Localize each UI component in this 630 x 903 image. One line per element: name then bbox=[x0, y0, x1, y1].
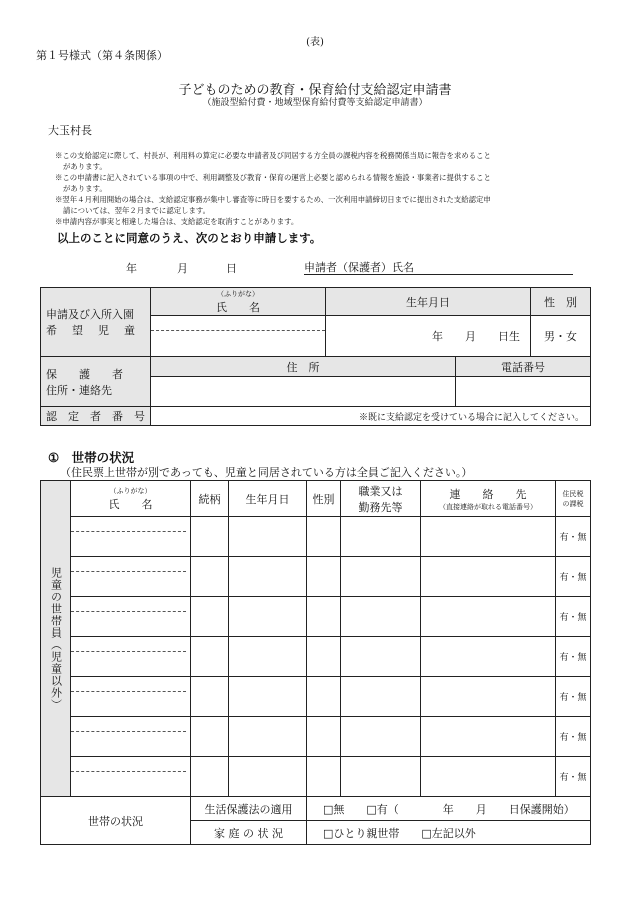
member-birth-field[interactable] bbox=[229, 557, 307, 597]
member-relation-field[interactable] bbox=[191, 717, 229, 757]
member-sex-field[interactable] bbox=[307, 757, 341, 797]
table-row bbox=[41, 757, 591, 797]
date-month-label: 月 bbox=[177, 262, 188, 275]
member-contact-field[interactable] bbox=[421, 597, 556, 637]
family-status-options[interactable]: □ひとり親世帯 □左記以外 bbox=[307, 821, 591, 845]
member-tax-field[interactable]: 有・無 bbox=[556, 677, 591, 717]
note-line: があります。 bbox=[63, 184, 107, 193]
member-name-field[interactable] bbox=[71, 772, 190, 796]
member-birth-field[interactable] bbox=[229, 717, 307, 757]
table-row bbox=[41, 717, 591, 757]
note-line: ※翌年４月利用開始の場合は、支給認定事務が集中し審査等に時日を要するため、一次利用申請締切日までに提出された支給認定申 bbox=[55, 195, 491, 204]
page-title: 子どものための教育・保育給付支給認定申請書 bbox=[178, 83, 452, 98]
consent-statement: 以上のことに同意のうえ、次のとおり申請します。 bbox=[57, 231, 322, 245]
member-furigana-field[interactable] bbox=[71, 757, 186, 772]
member-sex-field[interactable] bbox=[307, 517, 341, 557]
member-name-field[interactable] bbox=[71, 532, 190, 556]
table-row bbox=[41, 557, 591, 597]
member-relation-field[interactable] bbox=[191, 557, 229, 597]
member-job-field[interactable] bbox=[341, 757, 421, 797]
section1-title: 世帯の状況 bbox=[71, 450, 135, 465]
member-relation-field[interactable] bbox=[191, 517, 229, 557]
member-birth-field[interactable] bbox=[229, 757, 307, 797]
page-side-label: (表) bbox=[306, 37, 324, 48]
table-row bbox=[41, 597, 591, 637]
date-day-label: 日 bbox=[226, 262, 237, 275]
note-line: があります。 bbox=[63, 162, 107, 171]
hh-birth-header: 生年月日 bbox=[229, 481, 307, 517]
member-birth-field[interactable] bbox=[229, 517, 307, 557]
member-job-field[interactable] bbox=[341, 717, 421, 757]
member-name-cell[interactable] bbox=[71, 517, 191, 557]
member-contact-field[interactable] bbox=[421, 677, 556, 717]
child-name-cell[interactable] bbox=[151, 316, 326, 357]
note-line: ※申請内容が事実と相違した場合は、支給認定を取消すことがあります。 bbox=[55, 217, 299, 226]
job-header-2: 勤務先等 bbox=[358, 500, 403, 514]
hh-job-header bbox=[341, 481, 421, 517]
note-line: 請については、翌年２月までに認定します。 bbox=[63, 206, 211, 215]
member-tax-field[interactable]: 有・無 bbox=[556, 637, 591, 677]
guardian-label-1: 保 護 者 bbox=[46, 367, 123, 381]
job-header-1: 職業又は bbox=[358, 484, 403, 498]
child-furigana-field[interactable] bbox=[151, 316, 325, 331]
guardian-address-field[interactable] bbox=[151, 377, 456, 407]
family-status-label: 家 庭 の 状 況 bbox=[191, 821, 307, 845]
address-header: 住 所 bbox=[151, 357, 456, 377]
member-tax-field[interactable]: 有・無 bbox=[556, 757, 591, 797]
member-contact-field[interactable] bbox=[421, 717, 556, 757]
welfare-label: 生活保護法の適用 bbox=[191, 797, 307, 821]
member-relation-field[interactable] bbox=[191, 677, 229, 717]
tax-header-2: の課税 bbox=[562, 499, 584, 508]
member-tax-field[interactable]: 有・無 bbox=[556, 597, 591, 637]
contact-header: 連 絡 先 bbox=[449, 487, 527, 501]
table-row bbox=[41, 517, 591, 557]
furigana-label: （ふりがな） bbox=[217, 289, 259, 298]
household-side-label bbox=[41, 481, 71, 797]
welfare-options[interactable]: □無 □有（ 年 月 日保護開始） bbox=[307, 797, 591, 821]
member-job-field[interactable] bbox=[341, 597, 421, 637]
child-birth-field[interactable]: 年 月 日生 bbox=[326, 316, 531, 357]
member-tax-field[interactable]: 有・無 bbox=[556, 517, 591, 557]
member-name-field[interactable] bbox=[71, 652, 190, 676]
child-row-label-1: 申請及び入所入園 bbox=[46, 308, 134, 321]
member-furigana-field[interactable] bbox=[71, 517, 186, 532]
member-name-cell[interactable] bbox=[71, 677, 191, 717]
guardian-row-label bbox=[41, 357, 151, 407]
member-furigana-field[interactable] bbox=[71, 597, 186, 612]
name-header-label: 氏 名 bbox=[216, 300, 260, 314]
hh-name-header bbox=[71, 481, 191, 517]
note-line: ※この申請書に記入されている事項の中で、利用調整及び教育・保育の運営上必要と認められる情報を施設・事業者に提供すること bbox=[55, 173, 491, 182]
child-birth-header: 生年月日 bbox=[326, 288, 531, 316]
member-name-cell[interactable] bbox=[71, 557, 191, 597]
member-job-field[interactable] bbox=[341, 637, 421, 677]
addressee: 大玉村長 bbox=[48, 124, 92, 137]
member-furigana-field[interactable] bbox=[71, 557, 186, 572]
guardian-phone-field[interactable] bbox=[456, 377, 591, 407]
child-row-label bbox=[41, 288, 151, 357]
member-relation-field[interactable] bbox=[191, 757, 229, 797]
member-birth-field[interactable] bbox=[229, 597, 307, 637]
member-sex-field[interactable] bbox=[307, 597, 341, 637]
form-number: 第１号様式（第４条関係） bbox=[36, 49, 168, 62]
date-year-label: 年 bbox=[126, 262, 137, 275]
member-name-cell[interactable] bbox=[71, 757, 191, 797]
member-contact-field[interactable] bbox=[421, 557, 556, 597]
household-table bbox=[40, 480, 591, 845]
hh-sex-header: 性別 bbox=[307, 481, 341, 517]
hh-tax-header bbox=[556, 481, 591, 517]
member-relation-field[interactable] bbox=[191, 597, 229, 637]
member-name-field[interactable] bbox=[71, 612, 190, 636]
member-sex-field[interactable] bbox=[307, 557, 341, 597]
cert-number-field[interactable]: ※既に支給認定を受けている場合に記入してください。 bbox=[151, 407, 591, 426]
member-name-field[interactable] bbox=[71, 692, 190, 716]
page-subtitle: （施設型給付費・地域型保育給付費等支給認定申請書） bbox=[202, 98, 428, 108]
cert-number-label: 認 定 者 番 号 bbox=[41, 407, 151, 426]
section1-note: （住民票上世帯が別であっても、児童と同居されている方は全員ご記入ください。） bbox=[60, 466, 473, 479]
table-row bbox=[41, 677, 591, 717]
member-birth-field[interactable] bbox=[229, 677, 307, 717]
child-sex-header: 性 別 bbox=[531, 288, 591, 316]
member-contact-field[interactable] bbox=[421, 517, 556, 557]
household-side-text: 児童の世帯員（児童以外） bbox=[49, 566, 63, 711]
child-row-label-2: 希 望 児 童 bbox=[46, 324, 137, 337]
member-contact-field[interactable] bbox=[421, 637, 556, 677]
table-row bbox=[41, 637, 591, 677]
contact-sub-header: （直接連絡が取れる電話番号） bbox=[439, 502, 537, 511]
furigana-label: （ふりがな） bbox=[109, 486, 152, 495]
notes-block bbox=[55, 150, 491, 227]
guardian-label-2: 住所・連絡先 bbox=[46, 383, 112, 397]
member-contact-field[interactable] bbox=[421, 757, 556, 797]
child-name-header bbox=[151, 288, 326, 316]
hh-contact-header bbox=[421, 481, 556, 517]
hh-relation-header: 続柄 bbox=[191, 481, 229, 517]
section1-number: ① bbox=[48, 450, 60, 465]
member-name-cell[interactable] bbox=[71, 597, 191, 637]
member-job-field[interactable] bbox=[341, 677, 421, 717]
member-relation-field[interactable] bbox=[191, 637, 229, 677]
child-sex-field[interactable]: 男・女 bbox=[531, 316, 591, 357]
member-birth-field[interactable] bbox=[229, 637, 307, 677]
member-name-field[interactable] bbox=[71, 732, 190, 756]
member-job-field[interactable] bbox=[341, 517, 421, 557]
member-name-cell[interactable] bbox=[71, 637, 191, 677]
member-job-field[interactable] bbox=[341, 557, 421, 597]
member-name-field[interactable] bbox=[71, 572, 190, 596]
child-name-field[interactable] bbox=[151, 331, 325, 356]
note-line: ※この支給認定に際して、村長が、利用料の算定に必要な申請者及び同居する方全員の課税内容を税務関係当局に報告を求めること bbox=[55, 151, 491, 160]
member-tax-field[interactable]: 有・無 bbox=[556, 717, 591, 757]
member-furigana-field[interactable] bbox=[71, 677, 186, 692]
member-sex-field[interactable] bbox=[307, 677, 341, 717]
member-sex-field[interactable] bbox=[307, 637, 341, 677]
applicant-name-label: 申請者（保護者）氏名 bbox=[304, 261, 414, 274]
tax-header-1: 住民税 bbox=[562, 489, 584, 498]
household-status-label: 世帯の状況 bbox=[41, 797, 191, 845]
member-furigana-field[interactable] bbox=[71, 717, 186, 732]
child-info-table bbox=[40, 287, 591, 426]
member-name-cell[interactable] bbox=[71, 717, 191, 757]
name-header-label: 氏 名 bbox=[108, 497, 153, 511]
applicant-name-field[interactable] bbox=[304, 259, 573, 275]
member-furigana-field[interactable] bbox=[71, 637, 186, 652]
member-tax-field[interactable]: 有・無 bbox=[556, 557, 591, 597]
phone-header: 電話番号 bbox=[456, 357, 591, 377]
member-sex-field[interactable] bbox=[307, 717, 341, 757]
